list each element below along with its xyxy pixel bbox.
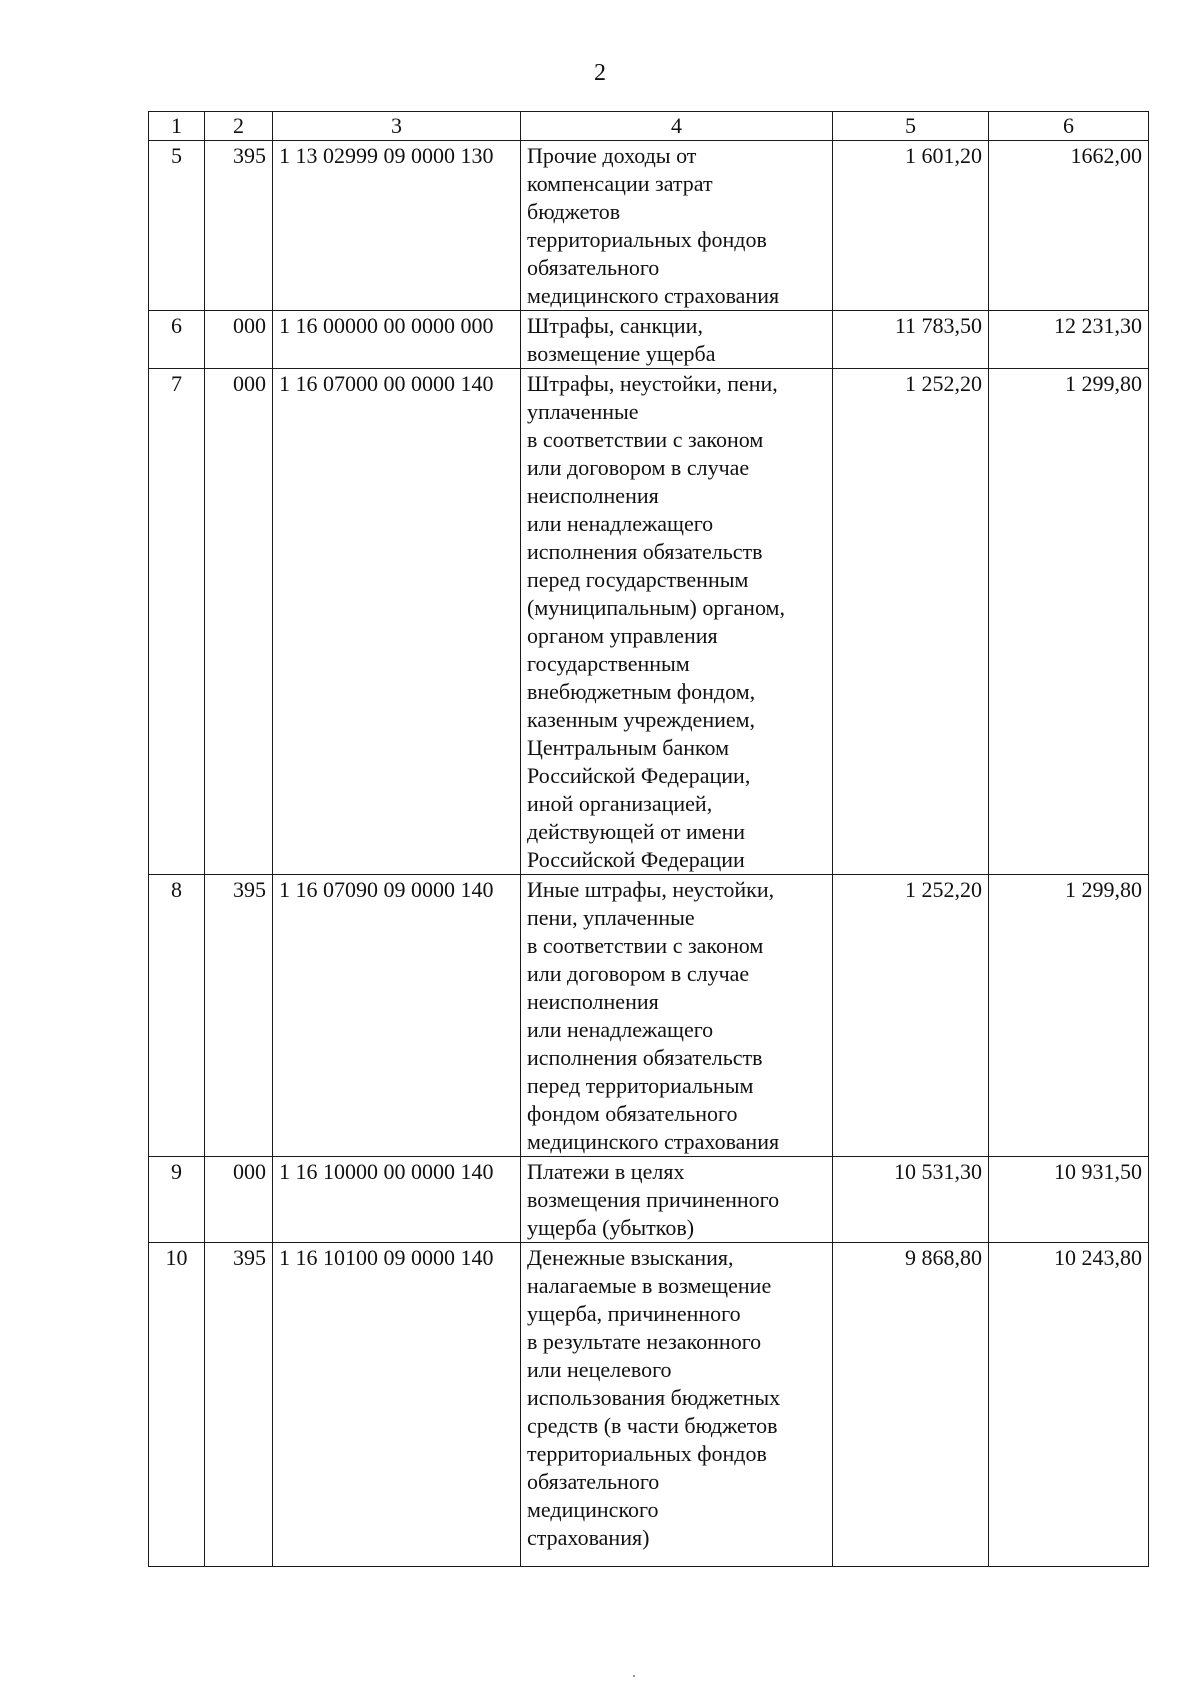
revenue-name: Штрафы, неустойки, пени, уплаченные в соответствии с законом или договором в случае неисполнения или ненадлежащего исполнения обязательств перед государственным (муниципальным) органом, органом управления государственным внебюджетным фондом, казенным учреждением, Центральным банком Российской Федерации, иной организацией, действующей от имени Российской Федерации <box>521 369 833 875</box>
budget-classification-code: 1 13 02999 09 0000 130 <box>273 141 521 311</box>
admin-code: 000 <box>205 369 273 875</box>
amount-column-6: 1 299,80 <box>989 369 1149 875</box>
revenue-name: Денежные взыскания, налагаемые в возмещение ущерба, причиненного в результате незаконного или нецелевого использования бюджетных средств (в части бюджетов территориальных фондов обязательного медицинского страхования) <box>521 1243 833 1567</box>
row-number: 5 <box>149 141 205 311</box>
amount-column-6: 10 931,50 <box>989 1157 1149 1243</box>
row-number: 9 <box>149 1157 205 1243</box>
amount-column-5: 9 868,80 <box>833 1243 989 1567</box>
revenue-name: Платежи в целях возмещения причиненного ущерба (убытков) <box>521 1157 833 1243</box>
table-row <box>149 311 1149 369</box>
budget-classification-code: 1 16 07090 09 0000 140 <box>273 875 521 1157</box>
table-row <box>149 1157 1149 1243</box>
admin-code: 395 <box>205 141 273 311</box>
admin-code: 395 <box>205 1243 273 1567</box>
header-cell-6: 6 <box>989 112 1149 141</box>
revenue-name: Штрафы, санкции, возмещение ущерба <box>521 311 833 369</box>
header-cell-2: 2 <box>205 112 273 141</box>
table-row <box>149 875 1149 1157</box>
row-number: 6 <box>149 311 205 369</box>
table-row <box>149 369 1149 875</box>
row-number: 10 <box>149 1243 205 1567</box>
amount-column-5: 1 601,20 <box>833 141 989 311</box>
amount-column-5: 10 531,30 <box>833 1157 989 1243</box>
page-number: 2 <box>594 60 606 86</box>
revenue-name: Прочие доходы от компенсации затрат бюджетов территориальных фондов обязательного медицинского страхования <box>521 141 833 311</box>
budget-revenue-table <box>148 111 1149 1567</box>
table-header-row <box>149 112 1149 141</box>
table-row <box>149 141 1149 311</box>
amount-column-6: 10 243,80 <box>989 1243 1149 1567</box>
scan-speck <box>633 1675 635 1677</box>
budget-classification-code: 1 16 10100 09 0000 140 <box>273 1243 521 1567</box>
budget-classification-code: 1 16 00000 00 0000 000 <box>273 311 521 369</box>
admin-code: 395 <box>205 875 273 1157</box>
header-cell-3: 3 <box>273 112 521 141</box>
amount-column-6: 1662,00 <box>989 141 1149 311</box>
admin-code: 000 <box>205 311 273 369</box>
header-cell-4: 4 <box>521 112 833 141</box>
budget-classification-code: 1 16 10000 00 0000 140 <box>273 1157 521 1243</box>
amount-column-5: 11 783,50 <box>833 311 989 369</box>
row-number: 8 <box>149 875 205 1157</box>
table-row <box>149 1243 1149 1567</box>
revenue-name: Иные штрафы, неустойки, пени, уплаченные в соответствии с законом или договором в случае неисполнения или ненадлежащего исполнения обязательств перед территориальным фондом обязательного медицинского страхования <box>521 875 833 1157</box>
amount-column-5: 1 252,20 <box>833 369 989 875</box>
budget-classification-code: 1 16 07000 00 0000 140 <box>273 369 521 875</box>
admin-code: 000 <box>205 1157 273 1243</box>
amount-column-6: 1 299,80 <box>989 875 1149 1157</box>
amount-column-5: 1 252,20 <box>833 875 989 1157</box>
header-cell-5: 5 <box>833 112 989 141</box>
row-number: 7 <box>149 369 205 875</box>
amount-column-6: 12 231,30 <box>989 311 1149 369</box>
header-cell-1: 1 <box>149 112 205 141</box>
